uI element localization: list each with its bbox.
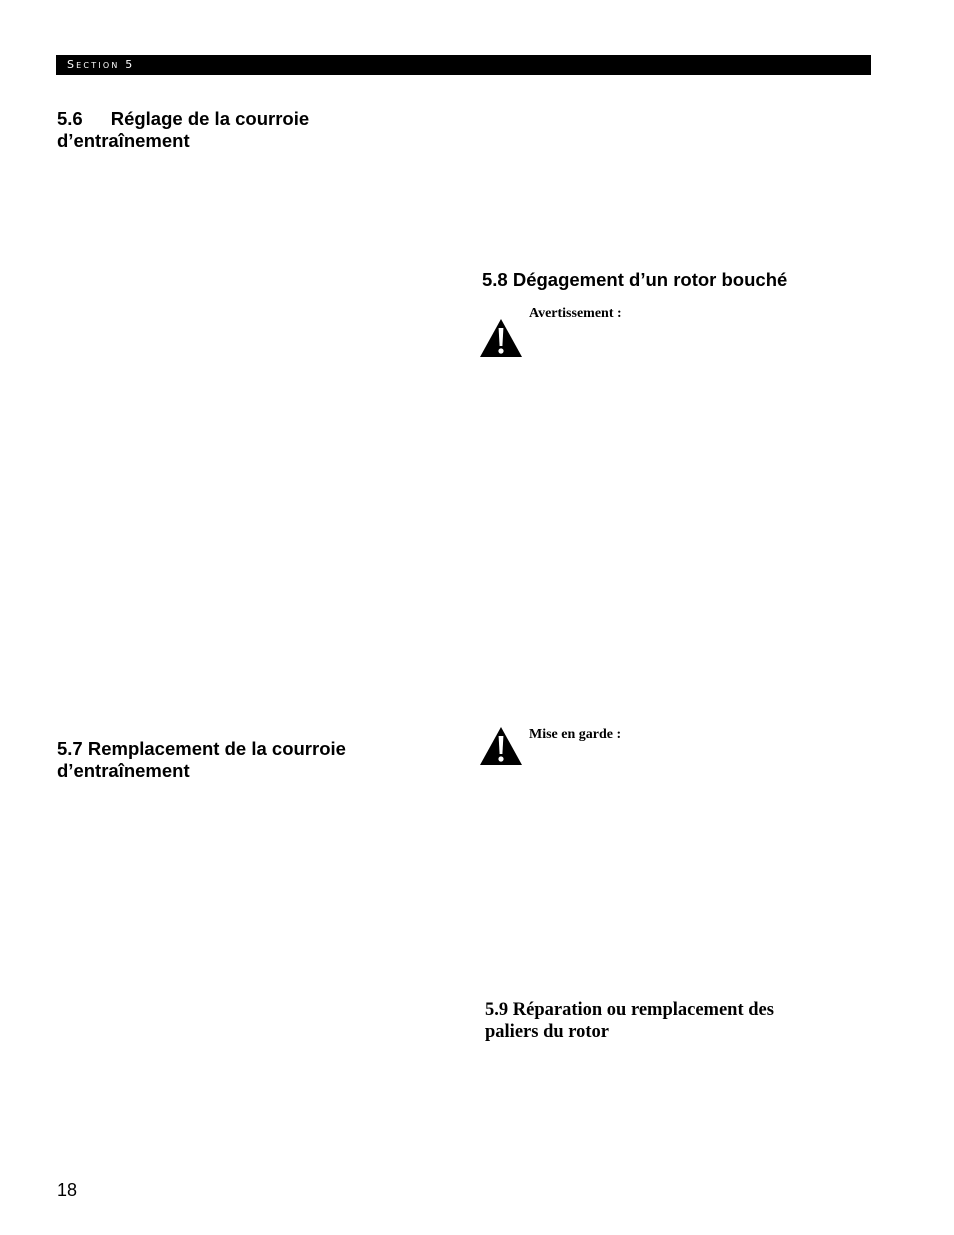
heading-5-8: 5.8 Dégagement d’un rotor bouché (482, 269, 788, 290)
heading-5-9-title-line1: 5.9 Réparation ou remplacement des (485, 1000, 774, 1020)
caution-label: Mise en garde : (529, 727, 622, 742)
heading-5-7-title-line2: d’entraînement (57, 760, 190, 781)
heading-5-9-title-line2: paliers du rotor (485, 1022, 610, 1042)
heading-5-6 (57, 108, 309, 152)
warning-label: Avertissement : (529, 306, 622, 321)
heading-5-6-title-line2: d’entraînement (57, 130, 190, 151)
heading-5-6-title-line1: Réglage de la courroie (110, 108, 310, 129)
heading-5-9 (485, 999, 774, 1043)
page-number: 18 (57, 1180, 78, 1200)
heading-5-7-title-line1: 5.7 Remplacement de la courroie (57, 738, 346, 759)
heading-5-7 (57, 738, 346, 782)
warning-triangle-icon (479, 318, 523, 358)
heading-5-6-number: 5.6 (57, 108, 83, 129)
section-label: Section 5 (67, 58, 135, 71)
caution-triangle-icon (479, 726, 523, 766)
section-header-bar (56, 55, 871, 75)
